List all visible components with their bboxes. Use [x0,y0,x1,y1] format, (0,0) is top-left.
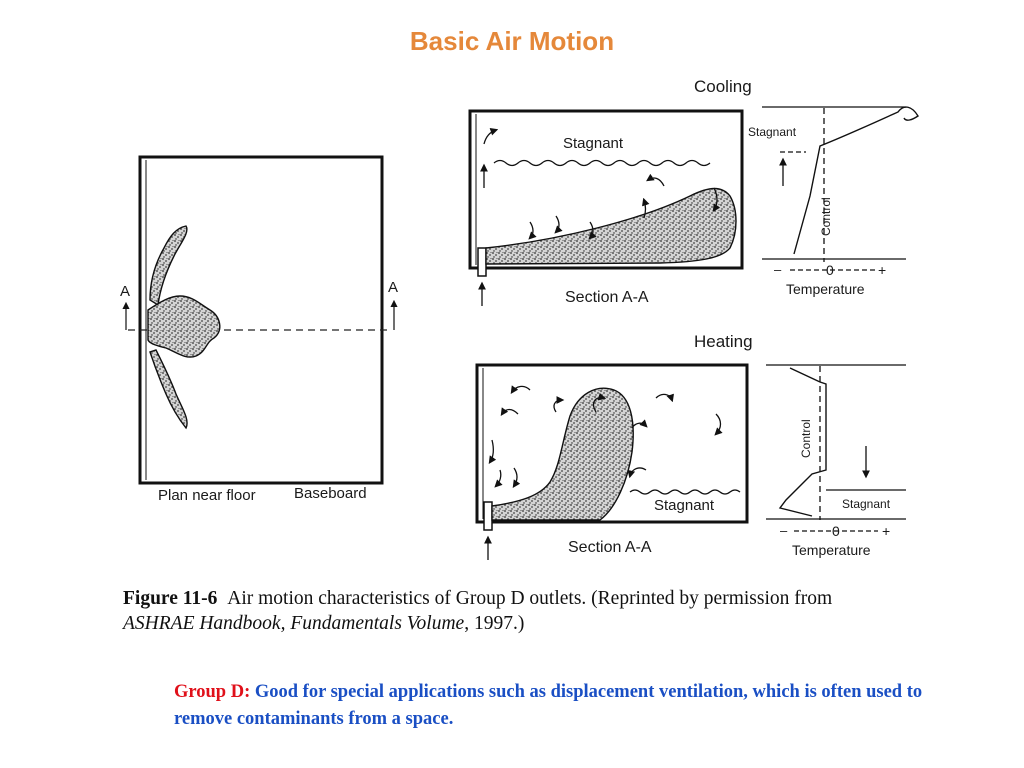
heating-arrow-curl-low [630,468,646,476]
heating-graph-stagnant-label: Stagnant [842,497,891,511]
cooling-section [470,77,918,306]
figure-caption-source-tail: , 1997.) [464,613,525,634]
group-d-label: Group D: [174,682,251,702]
heating-graph-control-label: Control [799,419,813,458]
cooling-stratification-line [494,161,710,166]
cooling-outlet [478,248,486,276]
heating-arrow-down-3 [514,468,517,486]
cooling-graph-control-label: Control [819,197,833,236]
heating-axis-plus: + [882,523,891,539]
heating-arrow-curl-left [502,410,518,415]
cooling-axis-label: Temperature [786,281,865,297]
plan-view [120,157,398,504]
heating-section [477,332,906,560]
cooling-graph-stagnant-label: Stagnant [748,125,797,139]
cooling-temperature-graph [748,107,918,297]
figure-number: Figure 11-6 [123,588,218,609]
group-d-note [174,679,934,733]
cooling-axis-zero: 0 [826,262,834,278]
heating-arrow-down-1 [490,440,493,462]
heating-arrow-curl-mid [632,423,646,428]
heating-temperature-graph [766,365,906,558]
heating-arrow-curl-top [512,386,530,392]
heating-stagnant-label: Stagnant [654,497,715,514]
cooling-arrow-curl-mid [648,178,664,186]
heating-arrow-curl-upper [554,400,562,412]
cooling-axis-plus: + [878,262,887,278]
cooling-arrow-down-1 [530,222,533,238]
slide-title: Basic Air Motion [409,26,615,56]
plan-near-floor-label: Plan near floor [158,487,256,504]
heating-axis-minus: – [780,523,788,538]
plan-plume-upper [150,226,187,305]
plan-plume-center [148,296,220,357]
cooling-axis-minus: – [774,262,782,277]
group-d-description: Good for special applications such as displacement ventilation, which is often used to remove contaminants from a space. [174,682,923,729]
cooling-temperature-profile [794,107,918,254]
cooling-arrow-down-2 [556,216,559,232]
figure-caption-text: Air motion characteristics of Group D outlets. (Reprinted by permission from [227,588,833,609]
plan-section-marker-right: A [388,279,399,296]
heating-axis-label: Temperature [792,542,871,558]
cooling-arrow-curl-topleft [484,130,496,144]
heating-arrow-curl-right [656,394,672,400]
baseboard-label: Baseboard [294,485,367,502]
cooling-stagnant-label: Stagnant [563,135,624,152]
cooling-arrow-up-pool [644,200,646,218]
heating-outlet [484,502,492,530]
figure-caption [123,586,943,636]
heating-arrow-curl-farright [716,414,721,434]
heating-stratification-line [630,490,740,494]
heating-section-label: Section A-A [568,539,652,556]
heating-axis-zero: 0 [832,523,840,539]
cooling-cold-pool [486,189,736,265]
heating-warm-plume [492,388,633,520]
heating-heading: Heating [694,332,753,351]
plan-section-marker-left: A [120,283,131,300]
heating-arrow-down-2 [496,470,501,486]
plan-plume-lower [150,350,187,428]
cooling-section-label: Section A-A [565,289,649,306]
cooling-heading: Cooling [694,77,752,96]
figure-caption-source: ASHRAE Handbook, Fundamentals Volume [123,613,465,634]
